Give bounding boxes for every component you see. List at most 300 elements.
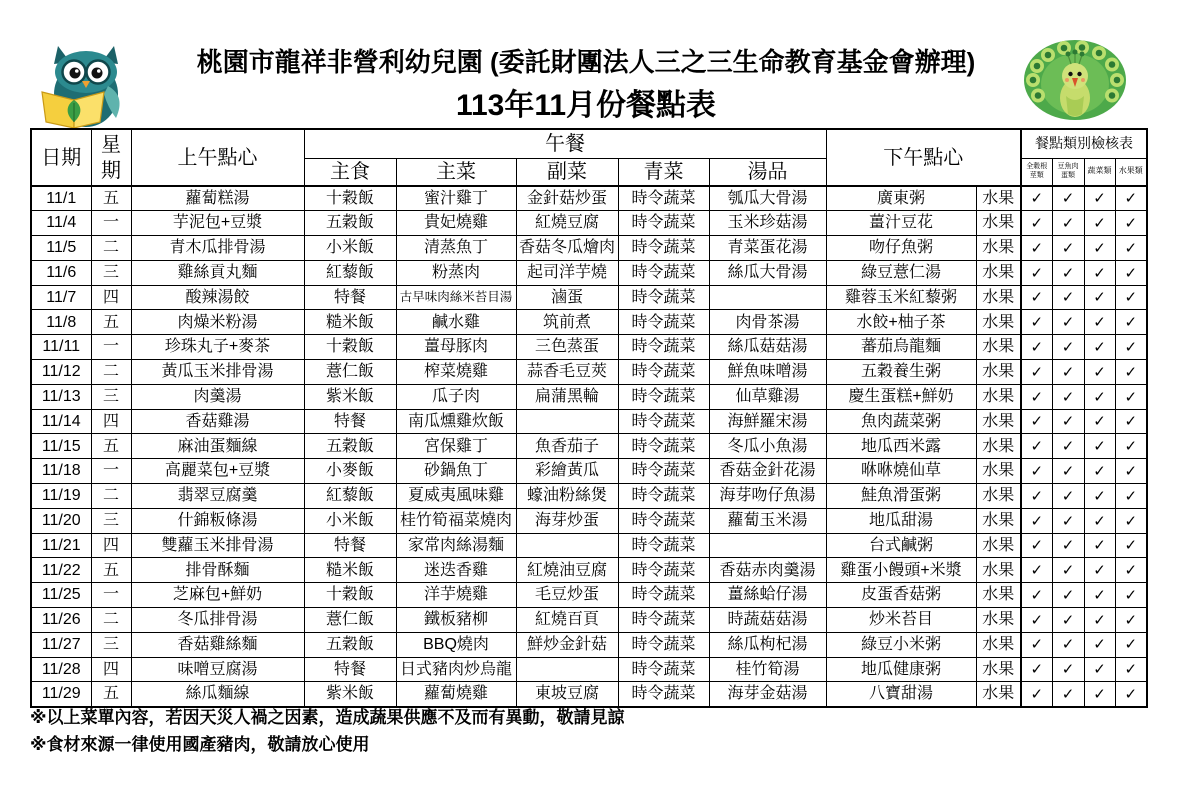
fruit-cell: 水果 (976, 236, 1021, 261)
afternoon-snack-cell: 廣東粥 (826, 186, 976, 211)
morning-snack-cell: 肉羹湯 (131, 384, 304, 409)
menu-row (31, 335, 1147, 360)
weekday-cell: 一 (91, 211, 131, 236)
date-cell: 11/7 (31, 285, 91, 310)
menu-row (31, 682, 1147, 707)
morning-snack-header: 上午點心 (131, 129, 304, 186)
lunch-header: 午餐 (304, 129, 826, 158)
fruit-check-mark: ✓ (1115, 508, 1147, 533)
main-dish-cell: 榨菜燒雞 (396, 360, 516, 385)
date-cell: 11/12 (31, 360, 91, 385)
weekday-cell: 五 (91, 682, 131, 707)
date-header: 日期 (31, 129, 91, 186)
main-dish-cell: 清蒸魚丁 (396, 236, 516, 261)
protein-check-mark: ✓ (1052, 310, 1084, 335)
vegetable-check-mark: ✓ (1084, 682, 1115, 707)
afternoon-snack-cell: 五穀養生粥 (826, 360, 976, 385)
weekday-cell: 五 (91, 186, 131, 211)
protein-check-mark: ✓ (1052, 484, 1084, 509)
staple-cell: 特餐 (304, 657, 396, 682)
vegetable-cell: 時令蔬菜 (618, 484, 709, 509)
morning-snack-cell: 芝麻包+鮮奶 (131, 583, 304, 608)
fruit-check-mark: ✓ (1115, 682, 1147, 707)
fruit-cell: 水果 (976, 632, 1021, 657)
protein-check-mark: ✓ (1052, 384, 1084, 409)
weekday-cell: 三 (91, 260, 131, 285)
morning-snack-cell: 什錦粄條湯 (131, 508, 304, 533)
afternoon-snack-cell: 雞蓉玉米紅藜粥 (826, 285, 976, 310)
vegetable-check-mark: ✓ (1084, 211, 1115, 236)
main-dish-cell: 迷迭香雞 (396, 558, 516, 583)
menu-month-title: 113年11月份餐點表 (455, 89, 717, 122)
vegetable-cell: 時令蔬菜 (618, 285, 709, 310)
school-name-title: 桃園市龍祥非營利幼兒園 (委託財團法人三之三生命教育基金會辦理) (196, 47, 976, 77)
morning-snack-cell: 雙蘿玉米排骨湯 (131, 533, 304, 558)
grains-check-mark: ✓ (1021, 682, 1052, 707)
main-dish-cell: 古早味肉絲米苔目湯 (396, 285, 516, 310)
vegetable-cell: 時令蔬菜 (618, 434, 709, 459)
date-cell: 11/29 (31, 682, 91, 707)
fruit-check-mark: ✓ (1115, 657, 1147, 682)
grains-check-header (1021, 158, 1052, 186)
soup-cell: 冬瓜小魚湯 (709, 434, 826, 459)
menu-row (31, 508, 1147, 533)
fruit-cell: 水果 (976, 285, 1021, 310)
grains-check-mark: ✓ (1021, 335, 1052, 360)
staple-cell: 小米飯 (304, 508, 396, 533)
main-dish-cell: 蜜汁雞丁 (396, 186, 516, 211)
vegetable-check-mark: ✓ (1084, 508, 1115, 533)
soup-cell: 海鮮羅宋湯 (709, 409, 826, 434)
vegetable-check-mark: ✓ (1084, 657, 1115, 682)
grains-check-mark: ✓ (1021, 384, 1052, 409)
grains-check-header-label: 全穀根莖類 (1026, 163, 1048, 179)
morning-snack-cell: 翡翠豆腐羹 (131, 484, 304, 509)
footnote-domestic-pork: ※食材來源一律使用國產豬肉，敬請放心使用 (30, 735, 370, 754)
menu-row (31, 434, 1147, 459)
weekday-cell: 五 (91, 434, 131, 459)
soup-cell: 香菇金針花湯 (709, 459, 826, 484)
main-dish-cell: 夏威夷風味雞 (396, 484, 516, 509)
vegetable-cell: 時令蔬菜 (618, 508, 709, 533)
date-cell: 11/6 (31, 260, 91, 285)
side-dish-cell: 毛豆炒蛋 (516, 583, 618, 608)
side-dish-cell: 魚香茄子 (516, 434, 618, 459)
side-dish-cell: 香菇冬瓜燴肉 (516, 236, 618, 261)
vegetable-check-mark: ✓ (1084, 484, 1115, 509)
side-dish-cell (516, 409, 618, 434)
soup-cell: 肉骨茶湯 (709, 310, 826, 335)
header-row-top (31, 129, 1147, 158)
side-dish-cell: 紅燒百頁 (516, 608, 618, 633)
date-cell: 11/1 (31, 186, 91, 211)
vegetable-cell: 時令蔬菜 (618, 682, 709, 707)
menu-row (31, 409, 1147, 434)
fruit-check-mark: ✓ (1115, 335, 1147, 360)
staple-cell: 十穀飯 (304, 186, 396, 211)
vegetable-cell: 時令蔬菜 (618, 533, 709, 558)
menu-row (31, 360, 1147, 385)
main-dish-cell: 洋芋燒雞 (396, 583, 516, 608)
morning-snack-cell: 香菇雞絲麵 (131, 632, 304, 657)
grains-check-mark: ✓ (1021, 409, 1052, 434)
side-dish-cell: 金針菇炒蛋 (516, 186, 618, 211)
side-dish-cell: 彩繪黃瓜 (516, 459, 618, 484)
weekday-cell: 二 (91, 360, 131, 385)
vegetable-check-mark: ✓ (1084, 186, 1115, 211)
date-cell: 11/8 (31, 310, 91, 335)
date-cell: 11/28 (31, 657, 91, 682)
menu-row (31, 558, 1147, 583)
afternoon-snack-cell: 吻仔魚粥 (826, 236, 976, 261)
grains-check-mark: ✓ (1021, 583, 1052, 608)
menu-row (31, 310, 1147, 335)
afternoon-snack-cell: 蕃茄烏龍麵 (826, 335, 976, 360)
date-cell: 11/19 (31, 484, 91, 509)
protein-check-mark: ✓ (1052, 533, 1084, 558)
main-dish-cell: 粉蒸肉 (396, 260, 516, 285)
vegetable-check-mark: ✓ (1084, 260, 1115, 285)
staple-cell: 特餐 (304, 285, 396, 310)
soup-cell: 時蔬菇菇湯 (709, 608, 826, 633)
date-cell: 11/13 (31, 384, 91, 409)
date-cell: 11/15 (31, 434, 91, 459)
fruit-cell: 水果 (976, 657, 1021, 682)
weekday-cell: 二 (91, 484, 131, 509)
vegetable-cell: 時令蔬菜 (618, 211, 709, 236)
weekday-cell: 一 (91, 335, 131, 360)
main-dish-cell: 日式豬肉炒烏龍 (396, 657, 516, 682)
date-cell: 11/25 (31, 583, 91, 608)
date-cell: 11/27 (31, 632, 91, 657)
menu-row (31, 608, 1147, 633)
footnote-supply-change: ※以上菜單內容，若因天災人禍之因素，造成蔬果供應不及而有異動，敬請見諒 (30, 708, 625, 727)
grains-check-mark: ✓ (1021, 608, 1052, 633)
weekday-cell: 一 (91, 583, 131, 608)
vegetable-cell: 時令蔬菜 (618, 360, 709, 385)
vegetable-header: 青菜 (618, 158, 709, 186)
staple-cell: 特餐 (304, 409, 396, 434)
side-dish-cell: 東坡豆腐 (516, 682, 618, 707)
grains-check-mark: ✓ (1021, 508, 1052, 533)
fruit-cell: 水果 (976, 360, 1021, 385)
afternoon-snack-cell: 綠豆小米粥 (826, 632, 976, 657)
soup-cell: 桂竹筍湯 (709, 657, 826, 682)
grains-check-mark: ✓ (1021, 211, 1052, 236)
date-cell: 11/5 (31, 236, 91, 261)
soup-cell: 絲瓜枸杞湯 (709, 632, 826, 657)
fruit-cell: 水果 (976, 434, 1021, 459)
grains-check-mark: ✓ (1021, 558, 1052, 583)
main-dish-cell: 瓜子肉 (396, 384, 516, 409)
vegetable-cell: 時令蔬菜 (618, 558, 709, 583)
weekday-cell: 四 (91, 409, 131, 434)
fruit-cell: 水果 (976, 583, 1021, 608)
morning-snack-cell: 排骨酥麵 (131, 558, 304, 583)
afternoon-snack-cell: 魚肉蔬菜粥 (826, 409, 976, 434)
fruit-cell: 水果 (976, 211, 1021, 236)
staple-cell: 薏仁飯 (304, 360, 396, 385)
main-dish-cell: 薑母豚肉 (396, 335, 516, 360)
afternoon-snack-cell: 咻咻燒仙草 (826, 459, 976, 484)
soup-cell: 仙草雞湯 (709, 384, 826, 409)
vegetable-check-mark: ✓ (1084, 459, 1115, 484)
weekday-header-label: 星期 (101, 133, 121, 182)
soup-header: 湯品 (709, 158, 826, 186)
fruit-cell: 水果 (976, 533, 1021, 558)
vegetable-check-mark: ✓ (1084, 360, 1115, 385)
afternoon-snack-cell: 綠豆薏仁湯 (826, 260, 976, 285)
afternoon-snack-cell: 炒米苔目 (826, 608, 976, 633)
fruit-check-mark: ✓ (1115, 384, 1147, 409)
menu-table (30, 128, 1148, 708)
protein-check-mark: ✓ (1052, 335, 1084, 360)
menu-row (31, 533, 1147, 558)
grains-check-mark: ✓ (1021, 186, 1052, 211)
fruit-cell: 水果 (976, 558, 1021, 583)
vegetable-check-mark: ✓ (1084, 285, 1115, 310)
side-dish-cell: 紅燒油豆腐 (516, 558, 618, 583)
fruit-check-header: 水果類 (1115, 158, 1147, 186)
soup-cell: 玉米珍菇湯 (709, 211, 826, 236)
protein-check-mark: ✓ (1052, 583, 1084, 608)
date-cell: 11/21 (31, 533, 91, 558)
side-dish-cell: 筑前煮 (516, 310, 618, 335)
soup-cell: 薑絲蛤仔湯 (709, 583, 826, 608)
soup-cell (709, 533, 826, 558)
grains-check-mark: ✓ (1021, 434, 1052, 459)
staple-cell: 五穀飯 (304, 211, 396, 236)
side-dish-cell: 紅燒豆腐 (516, 211, 618, 236)
soup-cell: 香菇赤肉羹湯 (709, 558, 826, 583)
afternoon-snack-cell: 地瓜西米露 (826, 434, 976, 459)
fruit-cell: 水果 (976, 384, 1021, 409)
main-dish-cell: 桂竹筍福菜燒肉 (396, 508, 516, 533)
fruit-cell: 水果 (976, 608, 1021, 633)
main-dish-cell: 鐵板豬柳 (396, 608, 516, 633)
afternoon-snack-cell: 水餃+柚子茶 (826, 310, 976, 335)
protein-check-mark: ✓ (1052, 260, 1084, 285)
date-cell: 11/22 (31, 558, 91, 583)
morning-snack-cell: 珍珠丸子+麥茶 (131, 335, 304, 360)
weekday-cell: 一 (91, 459, 131, 484)
fruit-check-mark: ✓ (1115, 409, 1147, 434)
side-dish-cell: 蠔油粉絲煲 (516, 484, 618, 509)
weekday-cell: 三 (91, 632, 131, 657)
vegetable-check-mark: ✓ (1084, 608, 1115, 633)
fruit-cell: 水果 (976, 335, 1021, 360)
fruit-cell: 水果 (976, 409, 1021, 434)
fruit-cell: 水果 (976, 484, 1021, 509)
weekday-header (91, 129, 131, 186)
fruit-check-mark: ✓ (1115, 608, 1147, 633)
vegetable-check-mark: ✓ (1084, 632, 1115, 657)
menu-row (31, 459, 1147, 484)
afternoon-snack-cell: 薑汁豆花 (826, 211, 976, 236)
vegetable-cell: 時令蔬菜 (618, 384, 709, 409)
soup-cell: 海芽吻仔魚湯 (709, 484, 826, 509)
date-cell: 11/11 (31, 335, 91, 360)
protein-check-mark: ✓ (1052, 632, 1084, 657)
vegetable-cell: 時令蔬菜 (618, 459, 709, 484)
weekday-cell: 二 (91, 236, 131, 261)
weekday-cell: 四 (91, 285, 131, 310)
staple-cell: 十穀飯 (304, 583, 396, 608)
vegetable-check-mark: ✓ (1084, 434, 1115, 459)
soup-cell: 青菜蛋花湯 (709, 236, 826, 261)
afternoon-snack-cell: 慶生蛋糕+鮮奶 (826, 384, 976, 409)
vegetable-cell: 時令蔬菜 (618, 583, 709, 608)
weekday-cell: 五 (91, 310, 131, 335)
fruit-check-mark: ✓ (1115, 434, 1147, 459)
side-dish-cell: 海芽炒蛋 (516, 508, 618, 533)
menu-row (31, 211, 1147, 236)
vegetable-cell: 時令蔬菜 (618, 236, 709, 261)
grains-check-mark: ✓ (1021, 533, 1052, 558)
main-dish-cell: 宮保雞丁 (396, 434, 516, 459)
soup-cell: 絲瓜大骨湯 (709, 260, 826, 285)
morning-snack-cell: 冬瓜排骨湯 (131, 608, 304, 633)
vegetable-cell: 時令蔬菜 (618, 186, 709, 211)
fruit-cell: 水果 (976, 260, 1021, 285)
afternoon-snack-cell: 台式鹹粥 (826, 533, 976, 558)
protein-check-header-label: 豆魚肉蛋類 (1057, 163, 1079, 179)
protein-check-mark: ✓ (1052, 657, 1084, 682)
date-cell: 11/26 (31, 608, 91, 633)
vegetable-check-header: 蔬菜類 (1084, 158, 1115, 186)
protein-check-mark: ✓ (1052, 285, 1084, 310)
weekday-cell: 二 (91, 608, 131, 633)
soup-cell: 鮮魚味噌湯 (709, 360, 826, 385)
protein-check-mark: ✓ (1052, 558, 1084, 583)
morning-snack-cell: 芋泥包+豆漿 (131, 211, 304, 236)
date-cell: 11/20 (31, 508, 91, 533)
afternoon-snack-cell: 鮭魚滑蛋粥 (826, 484, 976, 509)
date-cell: 11/18 (31, 459, 91, 484)
fruit-check-mark: ✓ (1115, 310, 1147, 335)
staple-cell: 五穀飯 (304, 632, 396, 657)
menu-row (31, 285, 1147, 310)
weekday-cell: 三 (91, 384, 131, 409)
afternoon-snack-header: 下午點心 (826, 129, 1021, 186)
fruit-cell: 水果 (976, 508, 1021, 533)
staple-header: 主食 (304, 158, 396, 186)
weekday-cell: 三 (91, 508, 131, 533)
afternoon-snack-cell: 地瓜健康粥 (826, 657, 976, 682)
grains-check-mark: ✓ (1021, 285, 1052, 310)
vegetable-check-mark: ✓ (1084, 409, 1115, 434)
vegetable-cell: 時令蔬菜 (618, 310, 709, 335)
fruit-check-mark: ✓ (1115, 211, 1147, 236)
vegetable-cell: 時令蔬菜 (618, 632, 709, 657)
staple-cell: 小米飯 (304, 236, 396, 261)
fruit-check-mark: ✓ (1115, 186, 1147, 211)
weekday-cell: 四 (91, 657, 131, 682)
protein-check-mark: ✓ (1052, 682, 1084, 707)
vegetable-cell: 時令蔬菜 (618, 608, 709, 633)
vegetable-check-mark: ✓ (1084, 583, 1115, 608)
menu-row (31, 236, 1147, 261)
grains-check-mark: ✓ (1021, 459, 1052, 484)
soup-cell: 瓠瓜大骨湯 (709, 186, 826, 211)
vegetable-cell: 時令蔬菜 (618, 260, 709, 285)
protein-check-mark: ✓ (1052, 459, 1084, 484)
staple-cell: 糙米飯 (304, 558, 396, 583)
morning-snack-cell: 青木瓜排骨湯 (131, 236, 304, 261)
vegetable-check-mark: ✓ (1084, 533, 1115, 558)
side-dish-cell (516, 533, 618, 558)
weekday-cell: 五 (91, 558, 131, 583)
menu-row (31, 384, 1147, 409)
staple-cell: 紫米飯 (304, 682, 396, 707)
staple-cell: 五穀飯 (304, 434, 396, 459)
menu-row (31, 484, 1147, 509)
main-dish-cell: 蘿蔔燒雞 (396, 682, 516, 707)
protein-check-mark: ✓ (1052, 360, 1084, 385)
menu-row (31, 632, 1147, 657)
protein-check-mark: ✓ (1052, 409, 1084, 434)
vegetable-check-mark: ✓ (1084, 558, 1115, 583)
main-dish-cell: 家常肉絲湯麵 (396, 533, 516, 558)
morning-snack-cell: 雞絲貢丸麵 (131, 260, 304, 285)
fruit-check-mark: ✓ (1115, 533, 1147, 558)
vegetable-check-mark: ✓ (1084, 384, 1115, 409)
protein-check-mark: ✓ (1052, 508, 1084, 533)
main-dish-cell: BBQ燒肉 (396, 632, 516, 657)
morning-snack-cell: 肉燥米粉湯 (131, 310, 304, 335)
fruit-check-mark: ✓ (1115, 558, 1147, 583)
grains-check-mark: ✓ (1021, 484, 1052, 509)
staple-cell: 紫米飯 (304, 384, 396, 409)
staple-cell: 小麥飯 (304, 459, 396, 484)
main-dish-cell: 砂鍋魚丁 (396, 459, 516, 484)
morning-snack-cell: 麻油蛋麵線 (131, 434, 304, 459)
side-dish-cell: 鮮炒金針菇 (516, 632, 618, 657)
fruit-cell: 水果 (976, 682, 1021, 707)
morning-snack-cell: 蘿蔔糕湯 (131, 186, 304, 211)
soup-cell: 蘿蔔玉米湯 (709, 508, 826, 533)
menu-table-body (31, 186, 1147, 707)
grains-check-mark: ✓ (1021, 260, 1052, 285)
vegetable-cell: 時令蔬菜 (618, 335, 709, 360)
protein-check-mark: ✓ (1052, 434, 1084, 459)
vegetable-check-mark: ✓ (1084, 236, 1115, 261)
afternoon-snack-cell: 八寶甜湯 (826, 682, 976, 707)
staple-cell: 紅藜飯 (304, 484, 396, 509)
menu-row (31, 186, 1147, 211)
side-dish-cell: 滷蛋 (516, 285, 618, 310)
vegetable-cell: 時令蔬菜 (618, 409, 709, 434)
grains-check-mark: ✓ (1021, 236, 1052, 261)
soup-cell: 絲瓜菇菇湯 (709, 335, 826, 360)
menu-row (31, 260, 1147, 285)
fruit-check-mark: ✓ (1115, 632, 1147, 657)
main-dish-header: 主菜 (396, 158, 516, 186)
protein-check-mark: ✓ (1052, 186, 1084, 211)
vegetable-cell: 時令蔬菜 (618, 657, 709, 682)
menu-table-header (31, 129, 1147, 186)
date-cell: 11/4 (31, 211, 91, 236)
date-cell: 11/14 (31, 409, 91, 434)
main-dish-cell: 南瓜燻雞炊飯 (396, 409, 516, 434)
menu-row (31, 583, 1147, 608)
staple-cell: 十穀飯 (304, 335, 396, 360)
side-dish-header: 副菜 (516, 158, 618, 186)
fruit-check-mark: ✓ (1115, 236, 1147, 261)
fruit-check-mark: ✓ (1115, 260, 1147, 285)
side-dish-cell: 蒜香毛豆莢 (516, 360, 618, 385)
grains-check-mark: ✓ (1021, 632, 1052, 657)
